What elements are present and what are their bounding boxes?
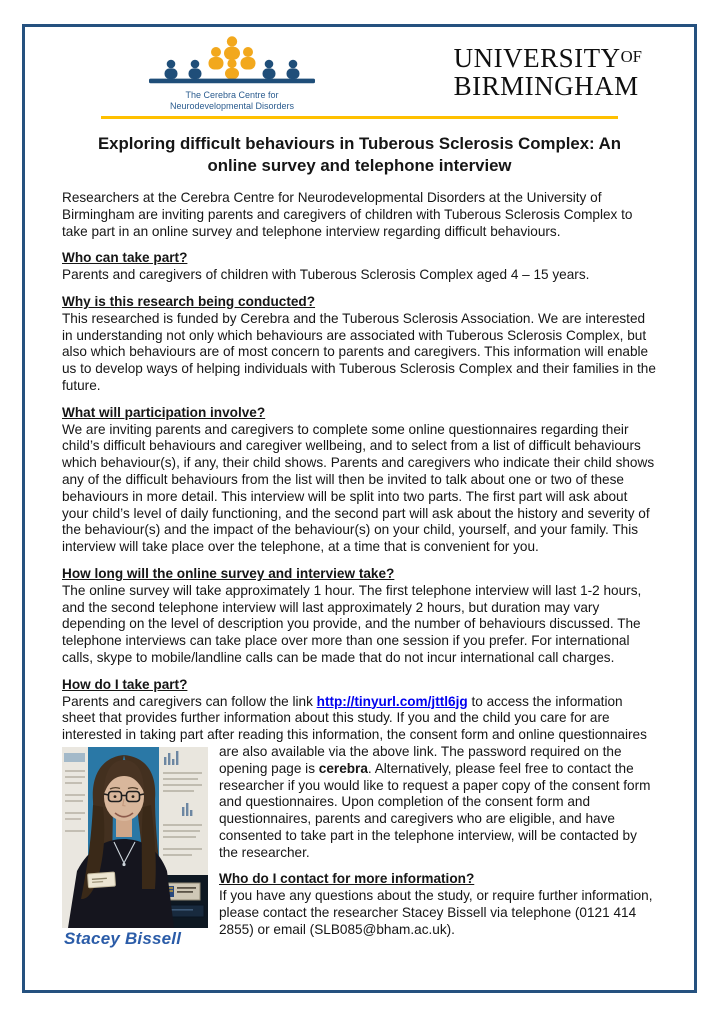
university-of-birmingham-logo xyxy=(454,43,642,100)
wrap-text-before-password: questionnaires are also available via the above link. The password required on the opening page is xyxy=(219,727,647,776)
uob-word-university: UNIVERSITY xyxy=(453,43,621,74)
cerebra-logo-line1: The Cerebra Centre for xyxy=(185,90,279,100)
text-before-link: Parents and caregivers can follow the link xyxy=(62,693,317,709)
password-word: cerebra xyxy=(318,760,368,776)
gold-divider-line xyxy=(101,116,618,119)
section-how-long xyxy=(62,566,657,667)
tinyurl-link[interactable]: http://tinyurl.com/jttl6jg xyxy=(316,693,468,709)
section-body: If you have any questions about the study, or require further information, please contact the researcher Stacey Bissell via telephone (0121 414 2855) or email (SLB085@bham.ac.uk). xyxy=(219,888,653,937)
wrap-text-after-password: . Alternatively, please feel free to contact the researcher if you would like to request a paper copy of the consent form and questionnaires. Upon completion of the consent form and questionnaires, parents and caregivers who are eligible, and have consented to take part in the telephone interview, will be contacted by the researcher. xyxy=(219,760,651,860)
text-after-link: to access the information sheet that provides further information about this study. If you and the child you care for are interested in taking part after reading this information, the consent form and online xyxy=(62,693,623,743)
section-heading: Who do I contact for more information? xyxy=(219,871,475,887)
uob-logo-line1 xyxy=(454,43,642,72)
cerebra-centre-logo xyxy=(143,36,321,111)
uob-word-of: OF xyxy=(620,47,642,66)
section-heading: Why is this research being conducted? xyxy=(62,293,316,309)
section-heading: Who can take part? xyxy=(62,250,188,266)
page-title: Exploring difficult behaviours in Tuberous Sclerosis Complex: An online survey and telephone interview xyxy=(97,134,622,175)
document-body xyxy=(25,133,694,948)
section-heading: How do I take part? xyxy=(62,676,188,692)
section-heading: What will participation involve? xyxy=(62,404,266,420)
cerebra-logo-text xyxy=(143,90,321,111)
intro-paragraph: Researchers at the Cerebra Centre for Neurodevelopmental Disorders at the University of Birmingham are inviting parents and caregivers of children with Tuberous Sclerosis Complex to take part in an online survey and telephone interview regarding difficult behaviours. xyxy=(62,190,633,239)
section-heading: How long will the online survey and interview take? xyxy=(62,565,395,581)
section-body: We are inviting parents and caregivers to complete some online questionnaires regarding their child’s difficult behaviours and caregiver wellbeing, and to select from a list of difficult behaviours which behaviour(s), if any, their child shows. Parents and caregivers who indicate their child shows any of the difficult behaviours from the list will then be invited to talk about one or two of these behaviours in more detail. This interview will be split into two parts. The first part will ask about your child’s level of daily functioning, and the second part will ask about the history and severity of the behaviour(s) and the impact of the behaviour(s) on your child, yourself, and your family. This interview will take place over the telephone, at a time that is convenient for you. xyxy=(62,421,655,555)
cerebra-logo-icon xyxy=(147,36,317,84)
researcher-photo xyxy=(62,747,208,928)
section-why-conducted xyxy=(62,294,657,395)
section-body: The online survey will take approximately 1 hour. The first telephone interview will last 1-2 hours, and the second telephone interview will last approximately 2 hours, but duration may vary depending on the level of description you provide, and the number of behaviours discussed. The telephone interviews can take place over more than one session if you prefer. For international calls, skype to mobile/landline calls can be made that do not incur international call charges. xyxy=(62,582,642,665)
uob-logo-line2: BIRMINGHAM xyxy=(453,71,639,102)
header xyxy=(25,27,694,111)
section-body: This researched is funded by Cerebra and the Tuberous Sclerosis Association. We are interested in understanding not only which behaviours are associated with Tuberous Sclerosis Complex, but also which behaviours are of most concern to parents and caregivers. This information will enable us to develop ways of helping individuals with Tuberous Sclerosis Complex and their families in the future. xyxy=(62,310,656,393)
section-participation-involve xyxy=(62,405,657,556)
cerebra-logo-line2: Neurodevelopmental Disorders xyxy=(169,100,295,111)
section-body: Parents and caregivers of children with Tuberous Sclerosis Complex aged 4 – 15 years. xyxy=(62,267,590,283)
researcher-photo-figure xyxy=(62,747,208,950)
section-who-can-take-part xyxy=(62,250,657,284)
flyer-page xyxy=(22,24,697,993)
photo-caption: Stacey Bissell xyxy=(64,928,182,948)
